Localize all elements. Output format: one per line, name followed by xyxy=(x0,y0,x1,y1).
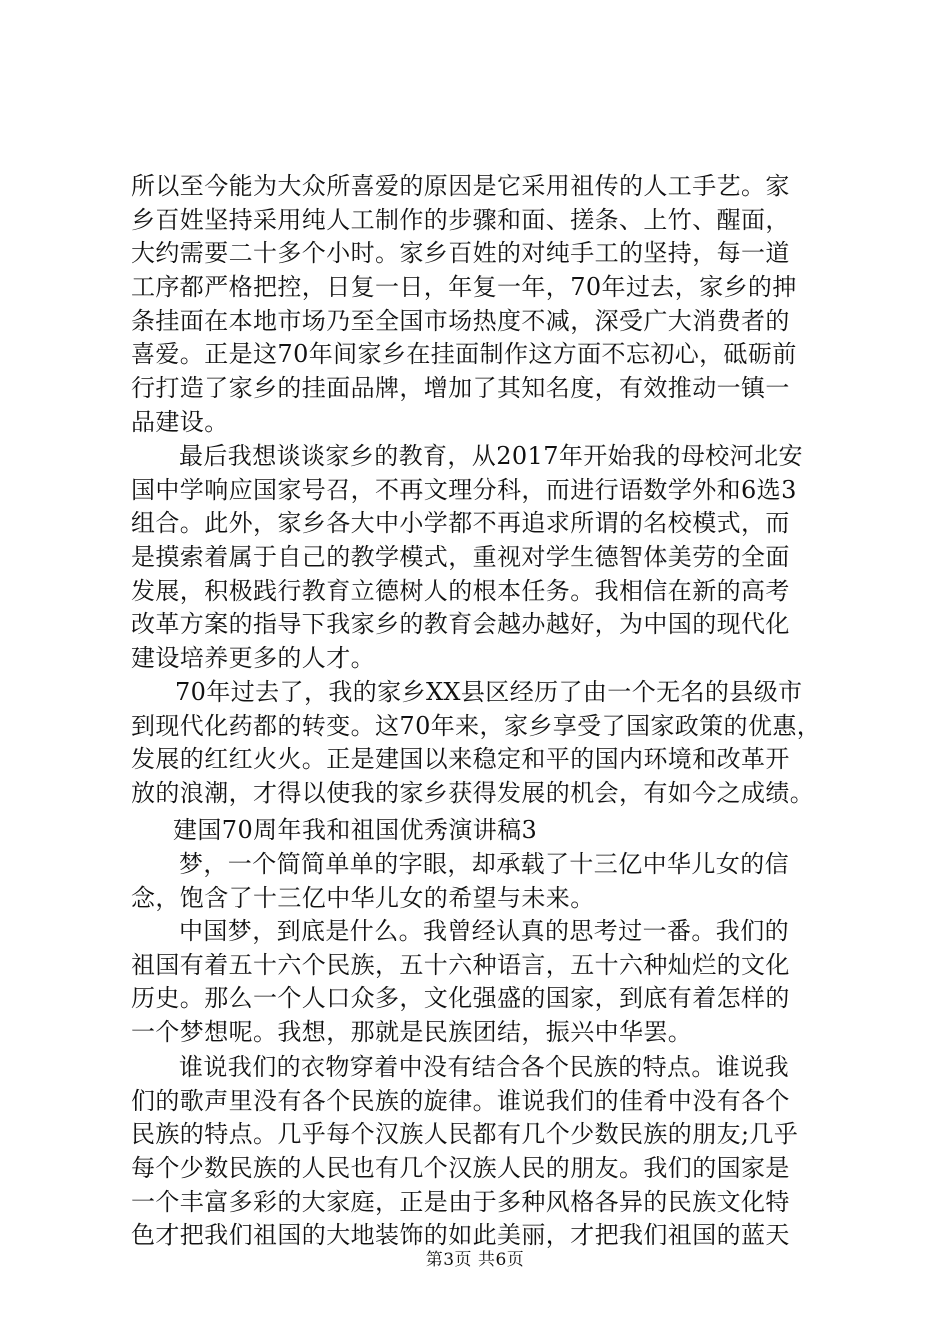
text-line: 最后我想谈谈家乡的教育，从2017年开始我的母校河北安 xyxy=(179,442,803,470)
text-line: 中国梦，到底是什么。我曾经认真的思考过一番。我们的 xyxy=(179,917,789,945)
text-line: 历史。那么一个人口众多，文化强盛的国家，到底有着怎样的 xyxy=(131,984,790,1013)
paragraph-ethnic-unity xyxy=(131,1051,831,1253)
paragraph-dream xyxy=(131,848,831,915)
text-line: 品建设。 xyxy=(131,407,229,436)
text-line: 民族的特点。几乎每个汉族人民都有几个少数民族的朋友;几乎 xyxy=(131,1120,799,1149)
text-line: 每个少数民族的人民也有几个汉族人民的朋友。我们的国家是 xyxy=(131,1154,790,1183)
text-line: 色才把我们祖国的大地装饰的如此美丽，才把我们祖国的蓝天 xyxy=(131,1221,790,1250)
text-line: 组合。此外，家乡各大中小学都不再追求所谓的名校模式，而 xyxy=(131,509,790,538)
text-line: 一个丰富多彩的大家庭，正是由于多种风格各异的民族文化特 xyxy=(131,1187,790,1216)
text-line: 梦，一个简简单单的字眼，却承载了十三亿中华儿女的信 xyxy=(179,850,789,878)
text-line: 到现代化药都的转变。这70年来，家乡享受了国家政策的优惠， xyxy=(131,711,822,740)
text-line: 改革方案的指导下我家乡的教育会越办越好，为中国的现代化 xyxy=(131,610,790,639)
paragraph-education xyxy=(131,440,831,676)
text-line: 行打造了家乡的挂面品牌，增加了其知名度，有效推动一镇一 xyxy=(131,374,790,403)
text-line: 国中学响应国家号召，不再文理分科，而进行语数学外和6选3 xyxy=(131,475,797,504)
text-line: 念，饱含了十三亿中华儿女的希望与未来。 xyxy=(131,883,595,912)
text-line: 一个梦想呢。我想，那就是民族团结，振兴中华罢。 xyxy=(131,1018,693,1047)
section-title-block xyxy=(131,814,831,848)
text-line: 谁说我们的衣物穿着中没有结合各个民族的特点。谁说我 xyxy=(179,1053,789,1081)
paragraph-china-dream xyxy=(131,915,831,1050)
text-line: 喜爱。正是这70年间家乡在挂面制作这方面不忘初心，砥砺前 xyxy=(131,340,797,369)
text-line: 大约需要二十多个小时。家乡百姓的对纯手工的坚持，每一道 xyxy=(131,239,790,268)
page-footer: 第3页 共6页 xyxy=(425,1250,525,1270)
paragraph-noodle-craft xyxy=(131,170,831,440)
text-line: 发展的红红火火。正是建国以来稳定和平的国内环境和改革开 xyxy=(131,745,790,774)
text-line: 是摸索着属于自己的教学模式，重视对学生德智体美劳的全面 xyxy=(131,543,790,572)
section-title: 建国70周年我和祖国优秀演讲稿3 xyxy=(173,816,538,844)
text-line: 放的浪潮，才得以使我的家乡获得发展的机会，有如今之成绩。 xyxy=(131,779,815,808)
text-line: 70年过去了，我的家乡XX县区经历了由一个无名的县级市 xyxy=(175,678,803,706)
text-line: 工序都严格把控，日复一日，年复一年，70年过去，家乡的抻 xyxy=(131,273,797,302)
text-line: 乡百姓坚持采用纯人工制作的步骤和面、搓条、上竹、醒面， xyxy=(131,205,790,234)
paragraph-seventy-years xyxy=(131,676,831,811)
text-line: 发展，积极践行教育立德树人的根本任务。我相信在新的高考 xyxy=(131,576,790,605)
text-line: 条挂面在本地市场乃至全国市场热度不减，深受广大消费者的 xyxy=(131,306,790,335)
text-line: 所以至今能为大众所喜爱的原因是它采用祖传的人工手艺。家 xyxy=(131,172,790,200)
text-line: 们的歌声里没有各个民族的旋律。谁说我们的佳肴中没有各个 xyxy=(131,1086,790,1115)
text-line: 祖国有着五十六个民族，五十六种语言，五十六种灿烂的文化 xyxy=(131,950,790,979)
text-line: 建设培养更多的人才。 xyxy=(131,644,375,673)
